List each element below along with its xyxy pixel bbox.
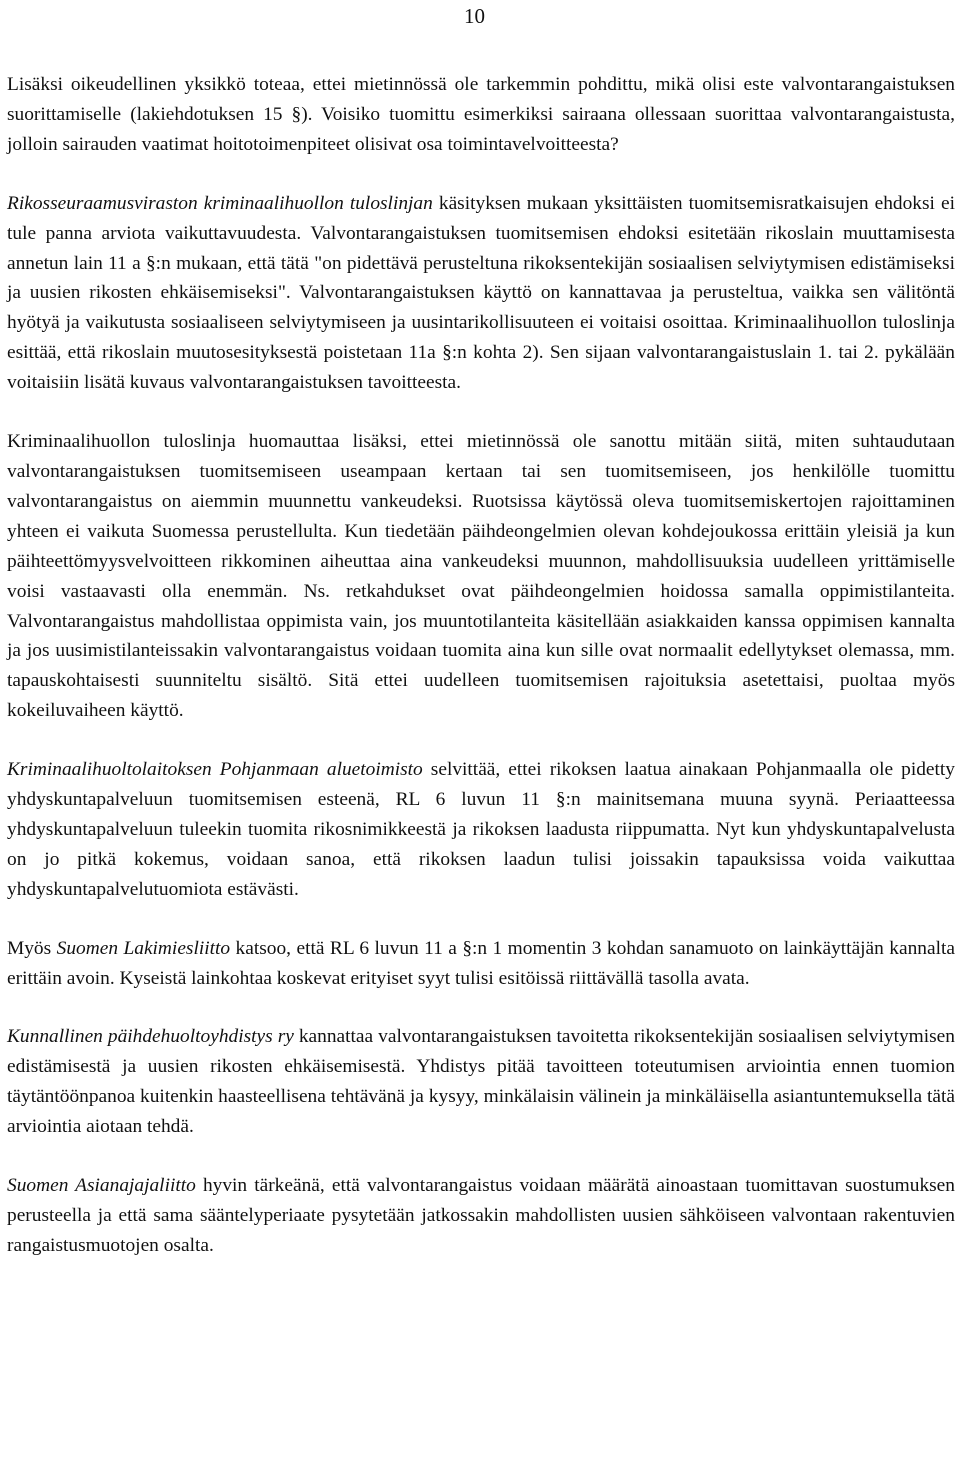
paragraph-4-text: selvittää, ettei rikoksen laatua ainakaan Pohjanmaalla ole pidetty yhdyskuntapalveluun tuomitsemisen esteenä, RL 6 luvun 11 §:n mainitsemana muuna syynä. Periaatteessa yhdyskuntapalveluun tuleekin tuomita rikosnimikkeestä ja rikoksen laadusta riippumatta. Nyt kun yhdyskuntapalvelusta on jo pitkä kokemus, voidaan sanoa, että rikoksen laadun tulisi joissakin tapauksissa voida vaikuttaa yhdyskuntapalvelutuomiota estävästi. bbox=[7, 759, 955, 900]
paragraph-2-source: Rikosseuraamusviraston kriminaalihuollon tuloslinjan bbox=[7, 192, 433, 214]
paragraph-6-text: kannattaa valvontarangaistuksen tavoitetta rikoksentekijän sosiaalisen selviytymisen edistämisestä ja uusien rikosten ehkäisemisestä. Yhdistys pitää tavoitteen toteutumisen arviointia ennen tuomion täytäntöönpanoa kuitenkin haasteellisena tehtävänä ja kysyy, minkälaisin välinein ja minkäläisella asiantuntemuksella tätä arviointia aiotaan tehdä. bbox=[7, 1026, 955, 1138]
paragraph-4 bbox=[7, 755, 955, 905]
paragraph-5-prefix: Myös bbox=[7, 937, 57, 959]
paragraph-2-text: käsityksen mukaan yksittäisten tuomitsemisratkaisujen ehdoksi ei tule panna arviota vaikuttavuudesta. Valvontarangaistuksen tuomitsemisen ehdoksi esitetään rikoslain muuttamisesta annetun lain 11 a §:n mukaan, että tätä "on pidettävä perusteltuna rikoksentekijän sosiaalisen selviytymisen edistämiseksi ja uusien rikosten ehkäisemiseksi". Valvontarangaistuksen käyttö on kannattavaa ja perusteltua, vaikka sen välitöntä hyötyä ja vaikutusta sosiaaliseen selviytymiseen ja uusintarikollisuuteen ei voitaisi osoittaa. Kriminaalihuollon tuloslinja esittää, että rikoslain muutosesityksestä poistetaan 11a §:n kohta 2). Sen sijaan valvontarangaistuslain 1. tai 2. pykälään voitaisiin lisätä kuvaus valvontarangaistuksen tavoitteesta. bbox=[7, 192, 955, 394]
paragraph-7-text: hyvin tärkeänä, että valvontarangaistus voidaan määrätä ainoastaan tuomittavan suostumuksen perusteella ja että sama sääntelyperiaate pysytetään jatkossakin mahdollisten uusien sähköiseen valvontaan rakentuvien rangaistusmuotojen osalta. bbox=[7, 1175, 955, 1256]
paragraph-6-source: Kunnallinen päihdehuoltoyhdistys ry bbox=[7, 1026, 294, 1048]
paragraph-4-source: Kriminaalihuoltolaitoksen Pohjanmaan aluetoimisto bbox=[7, 759, 423, 781]
page-number: 10 bbox=[464, 4, 485, 28]
paragraph-2 bbox=[7, 189, 955, 398]
paragraph-1-text: Lisäksi oikeudellinen yksikkö toteaa, ettei mietinnössä ole tarkemmin pohdittu, mikä olisi este valvontarangaistuksen suorittamiselle (lakiehdotuksen 15 §). Voisiko tuomittu esimerkiksi sairaana ollessaan suorittaa valvontarangaistusta, jolloin sairauden vaatimat hoitotoimenpiteet olisivat osa toimintavelvoitteesta? bbox=[7, 74, 955, 155]
paragraph-1 bbox=[7, 70, 955, 160]
document-body bbox=[7, 70, 955, 1261]
paragraph-7 bbox=[7, 1171, 955, 1261]
paragraph-5-source: Suomen Lakimiesliitto bbox=[56, 937, 231, 959]
paragraph-3 bbox=[7, 427, 955, 726]
paragraph-3-text: Kriminaalihuollon tuloslinja huomauttaa lisäksi, ettei mietinnössä ole sanottu mitään siitä, miten suhtaudutaan valvontarangaistuksen tuomitsemiseen useampaan kertaan tai sen tuomitsemiseen, jos henkilölle tuomittu valvontarangaistus on aiemmin muunnettu vankeudeksi. Ruotsissa käytössä oleva tuomitsemiskertojen rajoittaminen yhteen ei vaikuta Suomessa perustellulta. Kun tiedetään päihdeongelmien olevan kohdejoukossa erittäin yleisiä ja kun päihteettömyysvelvoitteen rikkominen aiheuttaa aina vankeudeksi muunnon, mahdollisuuksia uudelleen yrittämiselle voisi vastaavasti olla enemmän. Ns. retkahdukset ovat päihdeongelmien hoidossa samalla oppimistilanteita. Valvontarangaistus mahdollistaa oppimista vain, jos muuntotilanteita käsitellään asiakkaiden kanssa oppimisen kannalta ja jos uusimistilanteissakin valvontarangaistus voidaan tuomita aina kun sille ovat normaalit edellytykset olemassa, mm. tapauskohtaisesti suunniteltu sisältö. Sitä ettei uudelleen tuomitsemisen rajoituksia asetettaisi, puoltaa myös kokeiluvaiheen käyttö. bbox=[7, 431, 955, 722]
paragraph-6 bbox=[7, 1022, 955, 1142]
paragraph-5 bbox=[7, 934, 955, 994]
paragraph-5-text: katsoo, että RL 6 luvun 11 a §:n 1 momentin 3 kohdan sanamuoto on lainkäyttäjän kannalta erittäin avoin. Kyseistä lainkohtaa koskevat erityiset syyt tulisi esitöissä riittävällä tasolla avata. bbox=[7, 937, 955, 989]
paragraph-7-source: Suomen Asianajajaliitto bbox=[7, 1175, 196, 1197]
